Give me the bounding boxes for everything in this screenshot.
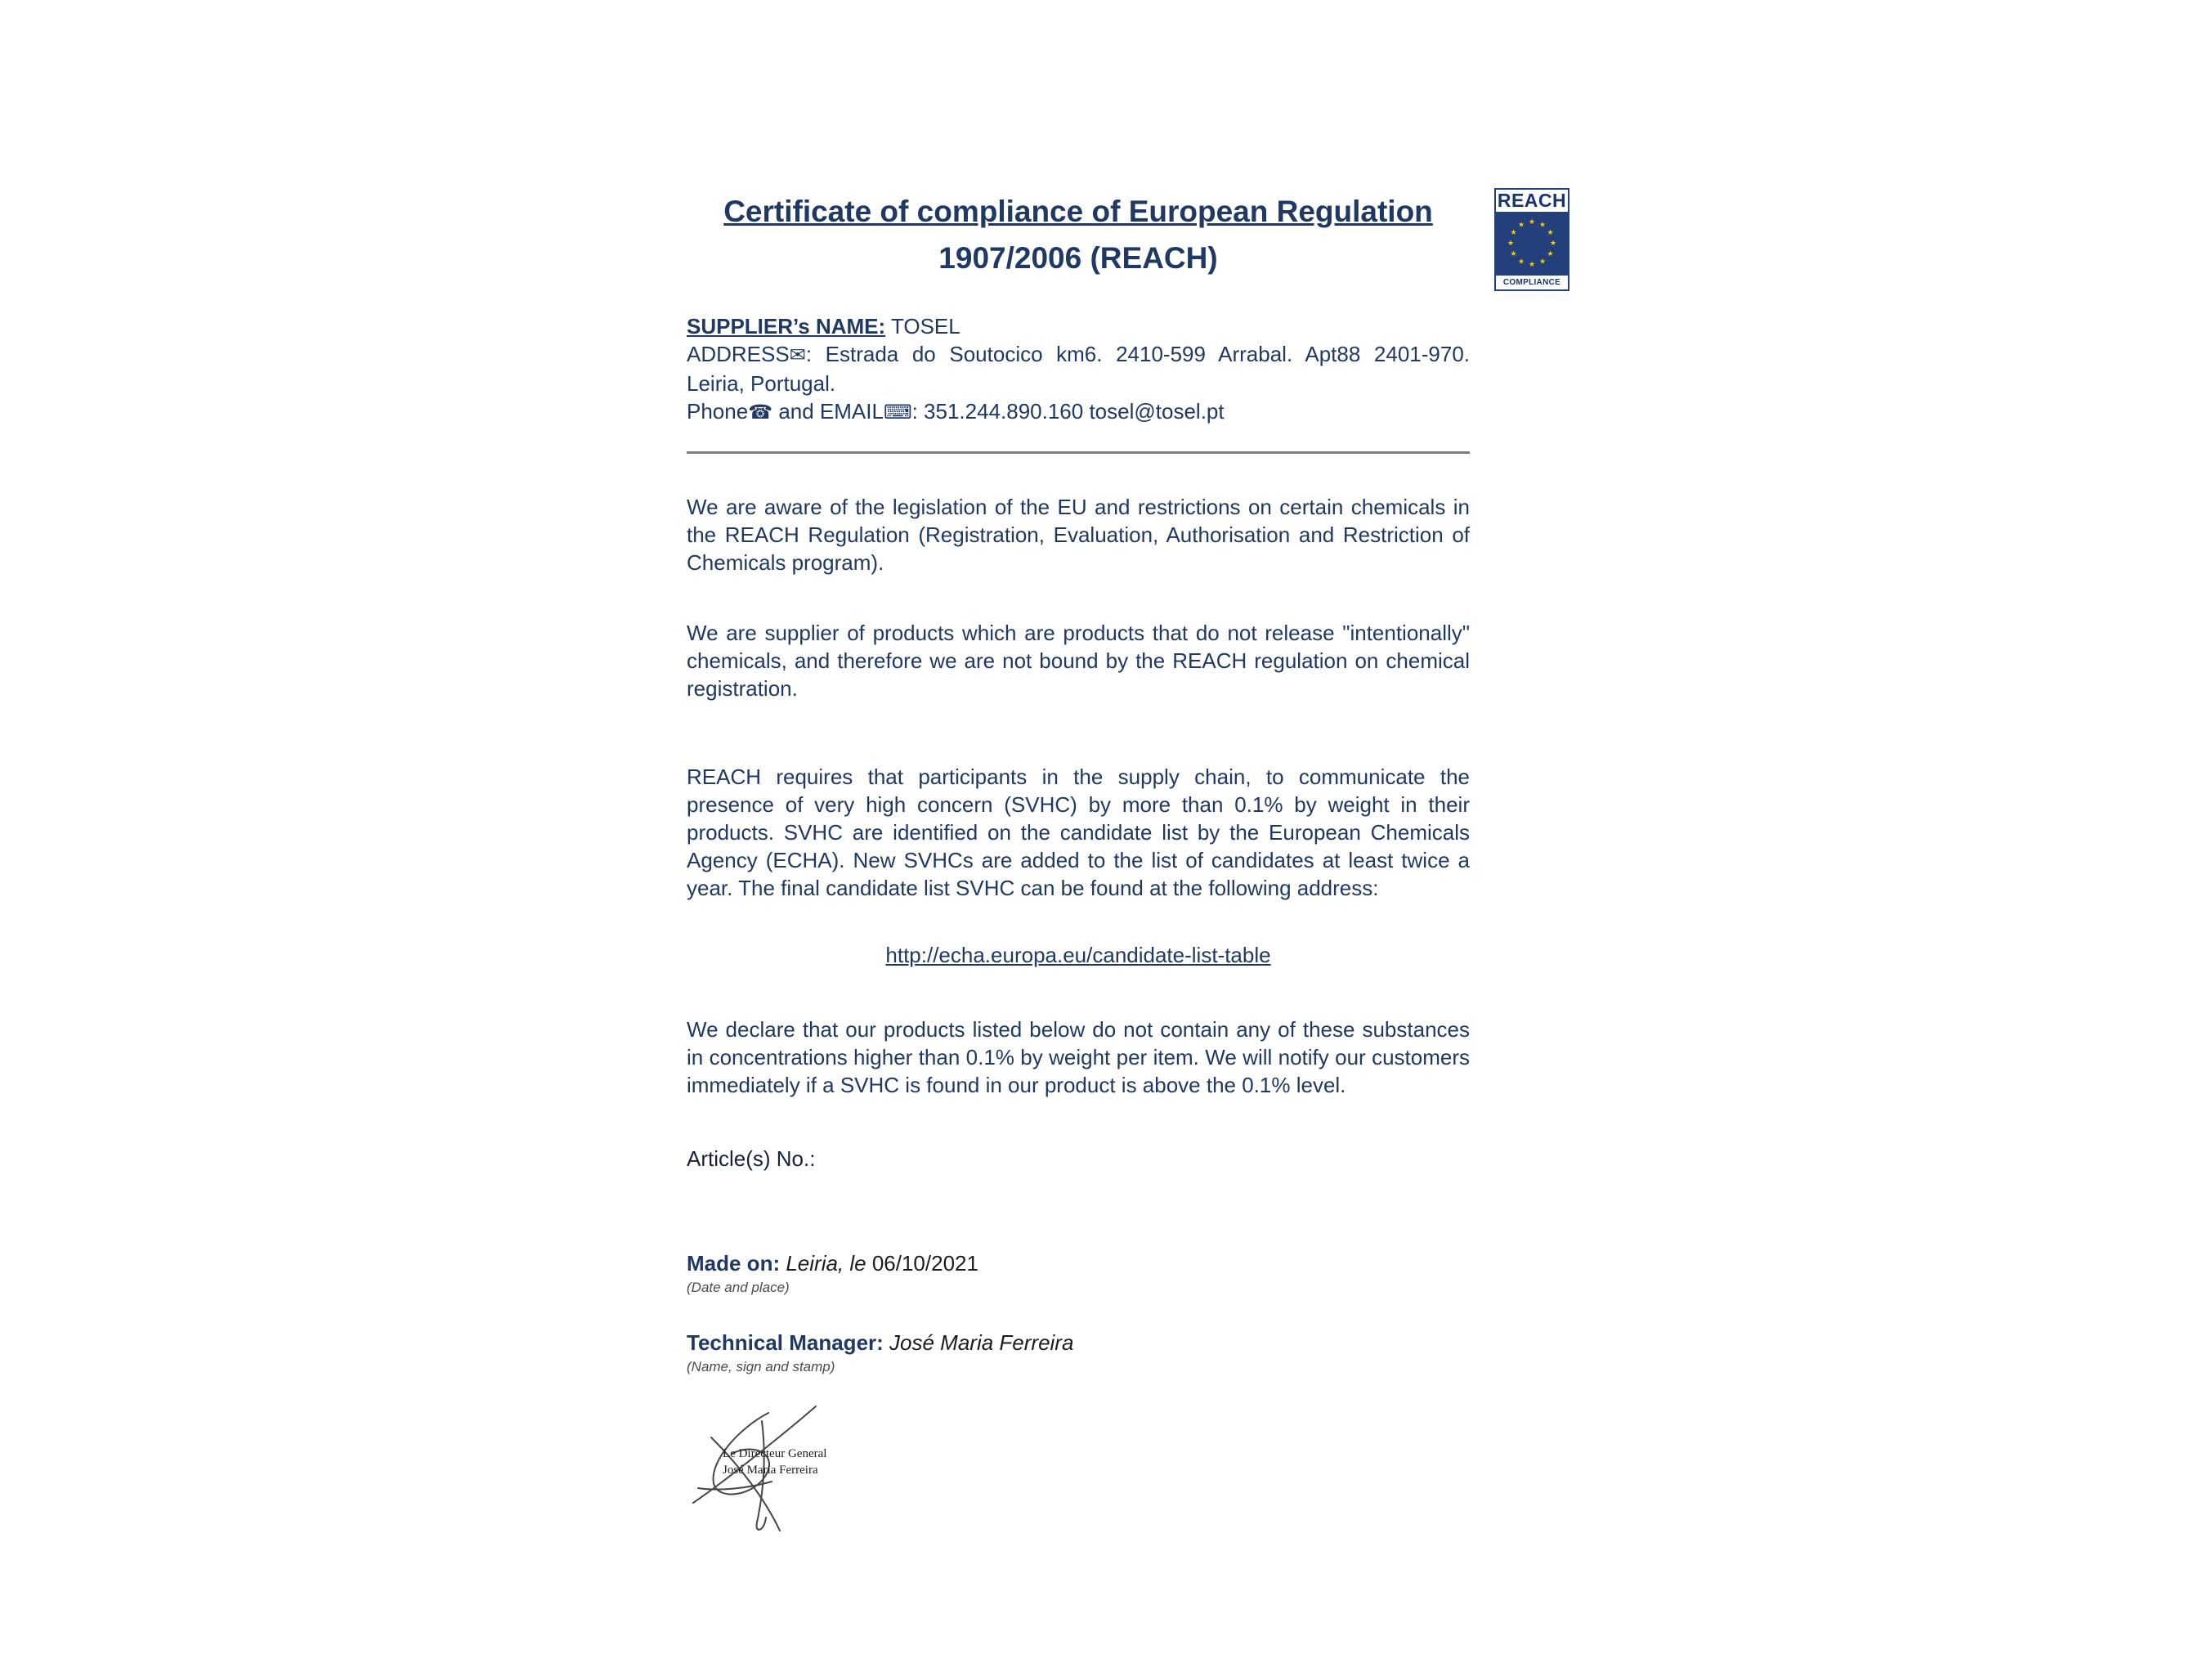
made-on-date: 06/10/2021 — [866, 1251, 978, 1276]
contact-value: : 351.244.890.160 tosel@tosel.pt — [911, 399, 1225, 424]
supplier-name-value: TOSEL — [885, 314, 960, 339]
supplier-name-line — [687, 312, 1470, 340]
article-number-label: Article(s) No.: — [687, 1146, 816, 1171]
signature-name: José Maria Ferreira — [723, 1464, 818, 1477]
made-on-label: Made on: — [687, 1251, 781, 1276]
date-place-note: (Date and place) — [687, 1280, 790, 1295]
made-on-block — [687, 1249, 1470, 1296]
paragraph-svhc: REACH requires that participants in the supply chain, to communicate the presence of very high concern (SVHC) by more than 0.1% by weight in their products. SVHC are identified on the candidate list by the European Chemicals Agency (ECHA). New SVHCs are added to the list of candidates at least twice a year. The final candidate list SVHC can be found at the following address: — [687, 764, 1470, 900]
svg-text:★: ★ — [1549, 240, 1557, 248]
address-value: : Estrada do Soutocico km6. 2410-599 Arrabal. Apt88 2401-970. Leiria, Portugal. — [687, 342, 1470, 396]
eu-flag-icon — [1496, 212, 1568, 274]
paragraph-declaration: We declare that our products listed below do not contain any of these substances in concentrations higher than 0.1% by weight per item. We will notify our customers immediately if a SVHC is found in our product is above the 0.1% level. — [687, 1017, 1470, 1097]
candidate-list-link[interactable]: http://echa.europa.eu/candidate-list-table — [885, 943, 1271, 967]
supplier-block — [687, 312, 1470, 427]
supplier-contact-line — [687, 397, 1470, 427]
certificate-body — [687, 188, 1470, 1567]
phone-icon: ☎ — [748, 401, 773, 424]
svg-text:★: ★ — [1538, 258, 1547, 267]
signature-block — [687, 1403, 932, 1567]
name-sign-stamp-note: (Name, sign and stamp) — [687, 1359, 835, 1374]
compliance-logo-text: COMPLIANCE — [1496, 274, 1568, 289]
signature-title: Le Directeur General — [723, 1447, 827, 1460]
made-on-line — [687, 1249, 1470, 1277]
email-label: and EMAIL — [772, 399, 884, 424]
technical-manager-line — [687, 1329, 1470, 1356]
paragraph-supplier-statement: We are supplier of products which are products that do not release "intentionally" chemicals, and therefore we are not bound by the REACH regulation on chemical registration. — [687, 621, 1470, 701]
paragraph-legislation: We are aware of the legislation of the EU and restrictions on certain chemicals in the REACH Regulation (Registration, Evaluation, Authorisation and Restriction of Chemicals program). — [687, 495, 1470, 575]
divider — [687, 451, 1470, 454]
signature-stamp-text — [723, 1446, 826, 1478]
supplier-address-line — [687, 340, 1470, 397]
svg-text:★: ★ — [1507, 240, 1515, 248]
svg-text:★: ★ — [1547, 229, 1554, 237]
technical-manager-label: Technical Manager: — [687, 1330, 884, 1355]
title-line2: 1907/2006 (REACH) — [938, 241, 1218, 275]
svg-text:★: ★ — [1510, 229, 1517, 237]
page-title — [687, 188, 1470, 281]
svg-text:★: ★ — [1517, 258, 1525, 267]
svg-text:★: ★ — [1547, 250, 1554, 258]
svg-text:★: ★ — [1528, 218, 1536, 226]
title-line1: Certificate of compliance of European Regulation — [723, 195, 1433, 228]
svg-text:★: ★ — [1517, 221, 1525, 230]
phone-label: Phone — [687, 399, 749, 424]
made-on-place: Leiria, le — [780, 1251, 866, 1276]
svg-text:★: ★ — [1528, 261, 1536, 269]
candidate-list-link-line — [687, 943, 1470, 968]
address-label: ADDRESS — [687, 342, 790, 366]
reach-compliance-logo — [1494, 188, 1569, 291]
eu-stars-icon — [1498, 212, 1566, 274]
supplier-name-label: SUPPLIER’s NAME: — [687, 314, 886, 339]
computer-icon: ⌨ — [883, 401, 912, 424]
svg-text:★: ★ — [1510, 250, 1517, 258]
svg-text:★: ★ — [1538, 221, 1547, 230]
technical-manager-name: José Maria Ferreira — [883, 1330, 1074, 1355]
envelope-icon: ✉ — [789, 344, 806, 366]
reach-logo-text: REACH — [1497, 190, 1567, 211]
technical-manager-block — [687, 1329, 1470, 1375]
